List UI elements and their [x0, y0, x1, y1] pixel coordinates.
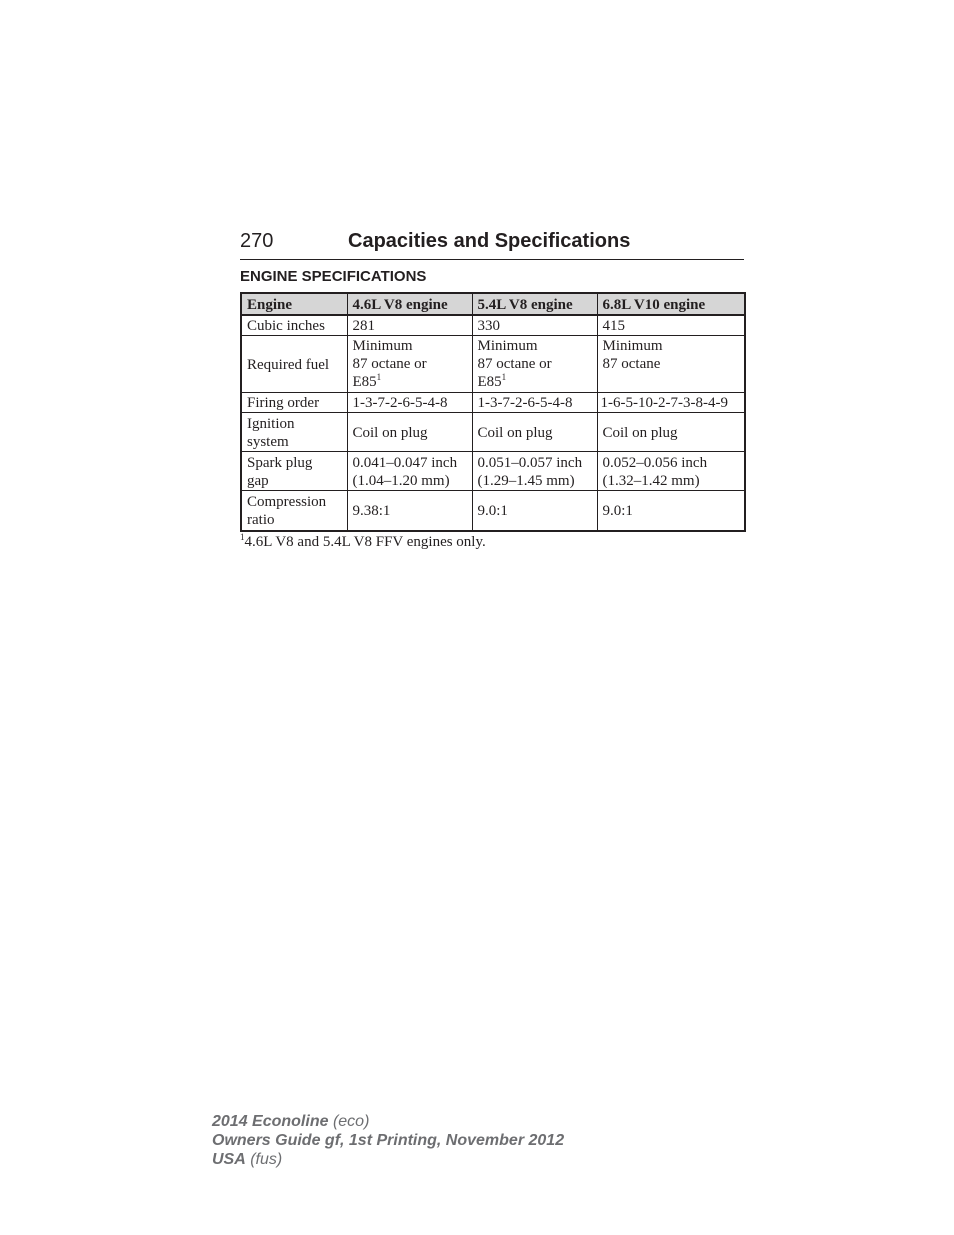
- table-header-cell: 4.6L V8 engine: [347, 293, 472, 315]
- table-header-row: [241, 293, 745, 315]
- cell-line: 0.052–0.056 inch: [602, 454, 708, 471]
- cell-line: 0.041–0.047 inch: [352, 454, 458, 471]
- table-cell: 1-3-7-2-6-5-4-8: [472, 393, 597, 413]
- cell-line: [353, 373, 472, 391]
- footer-model-code: (eco): [328, 1113, 370, 1130]
- table-cell: Coil on plug: [347, 413, 472, 452]
- footer-market-code: (fus): [245, 1151, 283, 1168]
- row-label: [241, 413, 347, 452]
- cell-line: 87 octane or: [352, 356, 427, 372]
- section-title: ENGINE SPECIFICATIONS: [240, 268, 427, 285]
- cell-line: 87 octane or: [477, 356, 552, 372]
- table-cell: 330: [472, 315, 597, 336]
- cell-line: (1.29–1.45 mm): [477, 472, 575, 489]
- row-label: [241, 491, 347, 531]
- engine-specifications-table: [240, 292, 746, 532]
- cell-line: Minimum: [352, 338, 413, 354]
- chapter-title: Capacities and Specifications: [348, 230, 631, 252]
- page-number: 270: [240, 230, 274, 252]
- table-cell: Coil on plug: [472, 413, 597, 452]
- table-header-cell: Engine: [241, 293, 347, 315]
- footer-line: [212, 1150, 564, 1169]
- footnote-marker: 1: [501, 372, 507, 382]
- cell-text: E85: [352, 374, 377, 390]
- label-line: gap: [247, 472, 269, 489]
- table-header-cell: 5.4L V8 engine: [472, 293, 597, 315]
- label-line: Spark plug: [247, 454, 313, 471]
- table-row: [241, 413, 745, 452]
- label-line: system: [247, 433, 289, 450]
- cell-line: Minimum: [477, 338, 538, 354]
- row-label: Cubic inches: [241, 315, 347, 336]
- cell-line: (1.04–1.20 mm): [352, 472, 450, 489]
- cell-line: [478, 373, 597, 391]
- label-line: ratio: [247, 511, 275, 528]
- table-cell: Coil on plug: [597, 413, 745, 452]
- table-cell: [347, 452, 472, 491]
- page-footer: [212, 1112, 564, 1169]
- footnote-marker: 1: [240, 532, 245, 542]
- footer-model: 2014 Econoline: [212, 1113, 329, 1130]
- footnote-text: 4.6L V8 and 5.4L V8 FFV engines only.: [244, 534, 486, 550]
- table-cell: 1-3-7-2-6-5-4-8: [347, 393, 472, 413]
- table-cell: 415: [597, 315, 745, 336]
- label-line: Ignition: [247, 415, 295, 432]
- row-label: [241, 452, 347, 491]
- table-cell: [472, 452, 597, 491]
- row-label: Firing order: [241, 393, 347, 413]
- footer-printing: Owners Guide gf, 1st Printing, November 2012: [212, 1132, 565, 1149]
- table-cell: [347, 336, 472, 393]
- table-cell: 9.0:1: [472, 491, 597, 531]
- table-row: [241, 491, 745, 531]
- table-cell: 1-6-5-10-2-7-3-8-4-9: [597, 393, 745, 413]
- label-line: Compression: [247, 493, 327, 510]
- page-header: [240, 228, 744, 260]
- footer-line: [212, 1112, 564, 1131]
- table-cell: 9.38:1: [347, 491, 472, 531]
- footer-market: USA: [212, 1151, 246, 1168]
- cell-line: (1.32–1.42 mm): [602, 472, 700, 489]
- table-footnote: [240, 532, 486, 552]
- table-row: [241, 452, 745, 491]
- table-row: [241, 336, 745, 393]
- table-cell: 281: [347, 315, 472, 336]
- table-row: [241, 315, 745, 336]
- table-cell: [597, 336, 745, 393]
- cell-line: 87 octane: [602, 356, 661, 372]
- cell-line: 0.051–0.057 inch: [477, 454, 583, 471]
- table-cell: [472, 336, 597, 393]
- cell-line: Minimum: [602, 338, 663, 354]
- footnote-marker: 1: [376, 372, 382, 382]
- table-cell: [597, 452, 745, 491]
- table-row: [241, 393, 745, 413]
- table-header-cell: 6.8L V10 engine: [597, 293, 745, 315]
- table-cell: 9.0:1: [597, 491, 745, 531]
- row-label: Required fuel: [241, 336, 347, 393]
- cell-text: E85: [477, 374, 502, 390]
